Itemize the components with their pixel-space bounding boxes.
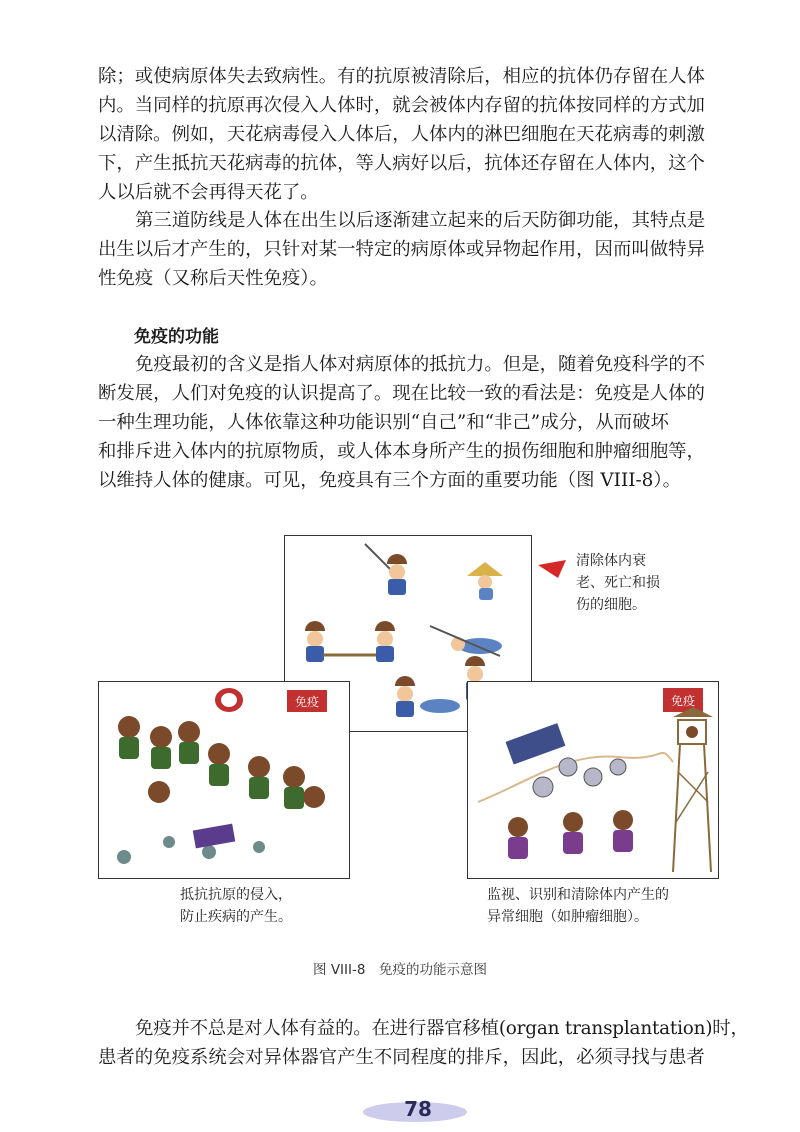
figure-caption-right [487, 884, 669, 928]
caption-line: 抵抗抗原的侵入， [180, 887, 292, 903]
text-line: 断发展，人们对免疫的认识提高了。现在比较一致的看法是：免疫是人体的 [98, 383, 705, 404]
text-line: 免疫最初的含义是指人体对病原体的抵抗力。但是，随着免疫科学的不 [135, 354, 706, 375]
paragraph-third-defense [98, 206, 724, 293]
paragraph-immune-function [98, 350, 724, 495]
text-line: 以维持人体的健康。可见，免疫具有三个方面的重要功能（图 VIII-8）。 [98, 470, 681, 491]
paragraph-transplant [98, 1014, 749, 1072]
caption-line: 老、死亡和损 [576, 575, 660, 591]
caption-line: 清除体内衰 [576, 553, 646, 569]
figure-title: 图 VIII-8 免疫的功能示意图 [313, 962, 487, 978]
caption-line: 防止疾病的产生。 [180, 909, 292, 925]
pointer-arrow-icon [538, 560, 568, 580]
figure-caption-top [576, 550, 660, 616]
text-line: 第三道防线是人体在出生以后逐渐建立起来的后天防御功能，其特点是 [135, 210, 706, 231]
text-line: 内。当同样的抗原再次侵入人体时，就会被体内存留的抗体按同样的方式加 [98, 95, 705, 116]
text-line: 性免疫（又称后天性免疫）。 [98, 268, 328, 289]
page-number: 78 [404, 1097, 432, 1121]
figure-panel-left [98, 681, 350, 879]
figure-panel-right [467, 681, 719, 879]
section-heading: 免疫的功能 [134, 327, 219, 347]
paragraph-continuation [98, 62, 724, 207]
text-line: 出生以后才产生的，只针对某一特定的病原体或异物起作用，因而叫做特异 [98, 239, 705, 260]
caption-line: 异常细胞（如肿瘤细胞）。 [487, 909, 648, 925]
text-line: 除；或使病原体失去致病性。有的抗原被清除后，相应的抗体仍存留在人体 [98, 66, 705, 87]
text-line: 下，产生抵抗天花病毒的抗体，等人病好以后，抗体还存留在人体内，这个 [98, 153, 705, 174]
text-line: 一种生理功能，人体依靠这种功能识别“自己”和“非己”成分，从而破坏 [98, 412, 669, 433]
surveillance-illustration [468, 682, 718, 878]
text-line: 人以后就不会再得天花了。 [98, 182, 319, 203]
caption-line: 伤的细胞。 [576, 597, 646, 613]
flag-label: 免疫 [294, 695, 320, 709]
text-line: 和排斥进入体内的抗原物质，或人体本身所产生的损伤细胞和肿瘤细胞等， [98, 441, 705, 462]
figure-caption-left [180, 884, 292, 928]
caption-line: 监视、识别和清除体内产生的 [487, 887, 669, 903]
text-line: 以清除。例如，天花病毒侵入人体后，人体内的淋巴细胞在天花病毒的刺激 [98, 124, 705, 145]
text-line: 免疫并不总是对人体有益的。在进行器官移植(organ transplantation)时， [135, 1018, 749, 1039]
text-line: 患者的免疫系统会对异体器官产生不同程度的排斥，因此，必须寻找与患者 [98, 1047, 705, 1068]
defense-illustration [99, 682, 349, 878]
flag-label: 免疫 [670, 694, 696, 708]
